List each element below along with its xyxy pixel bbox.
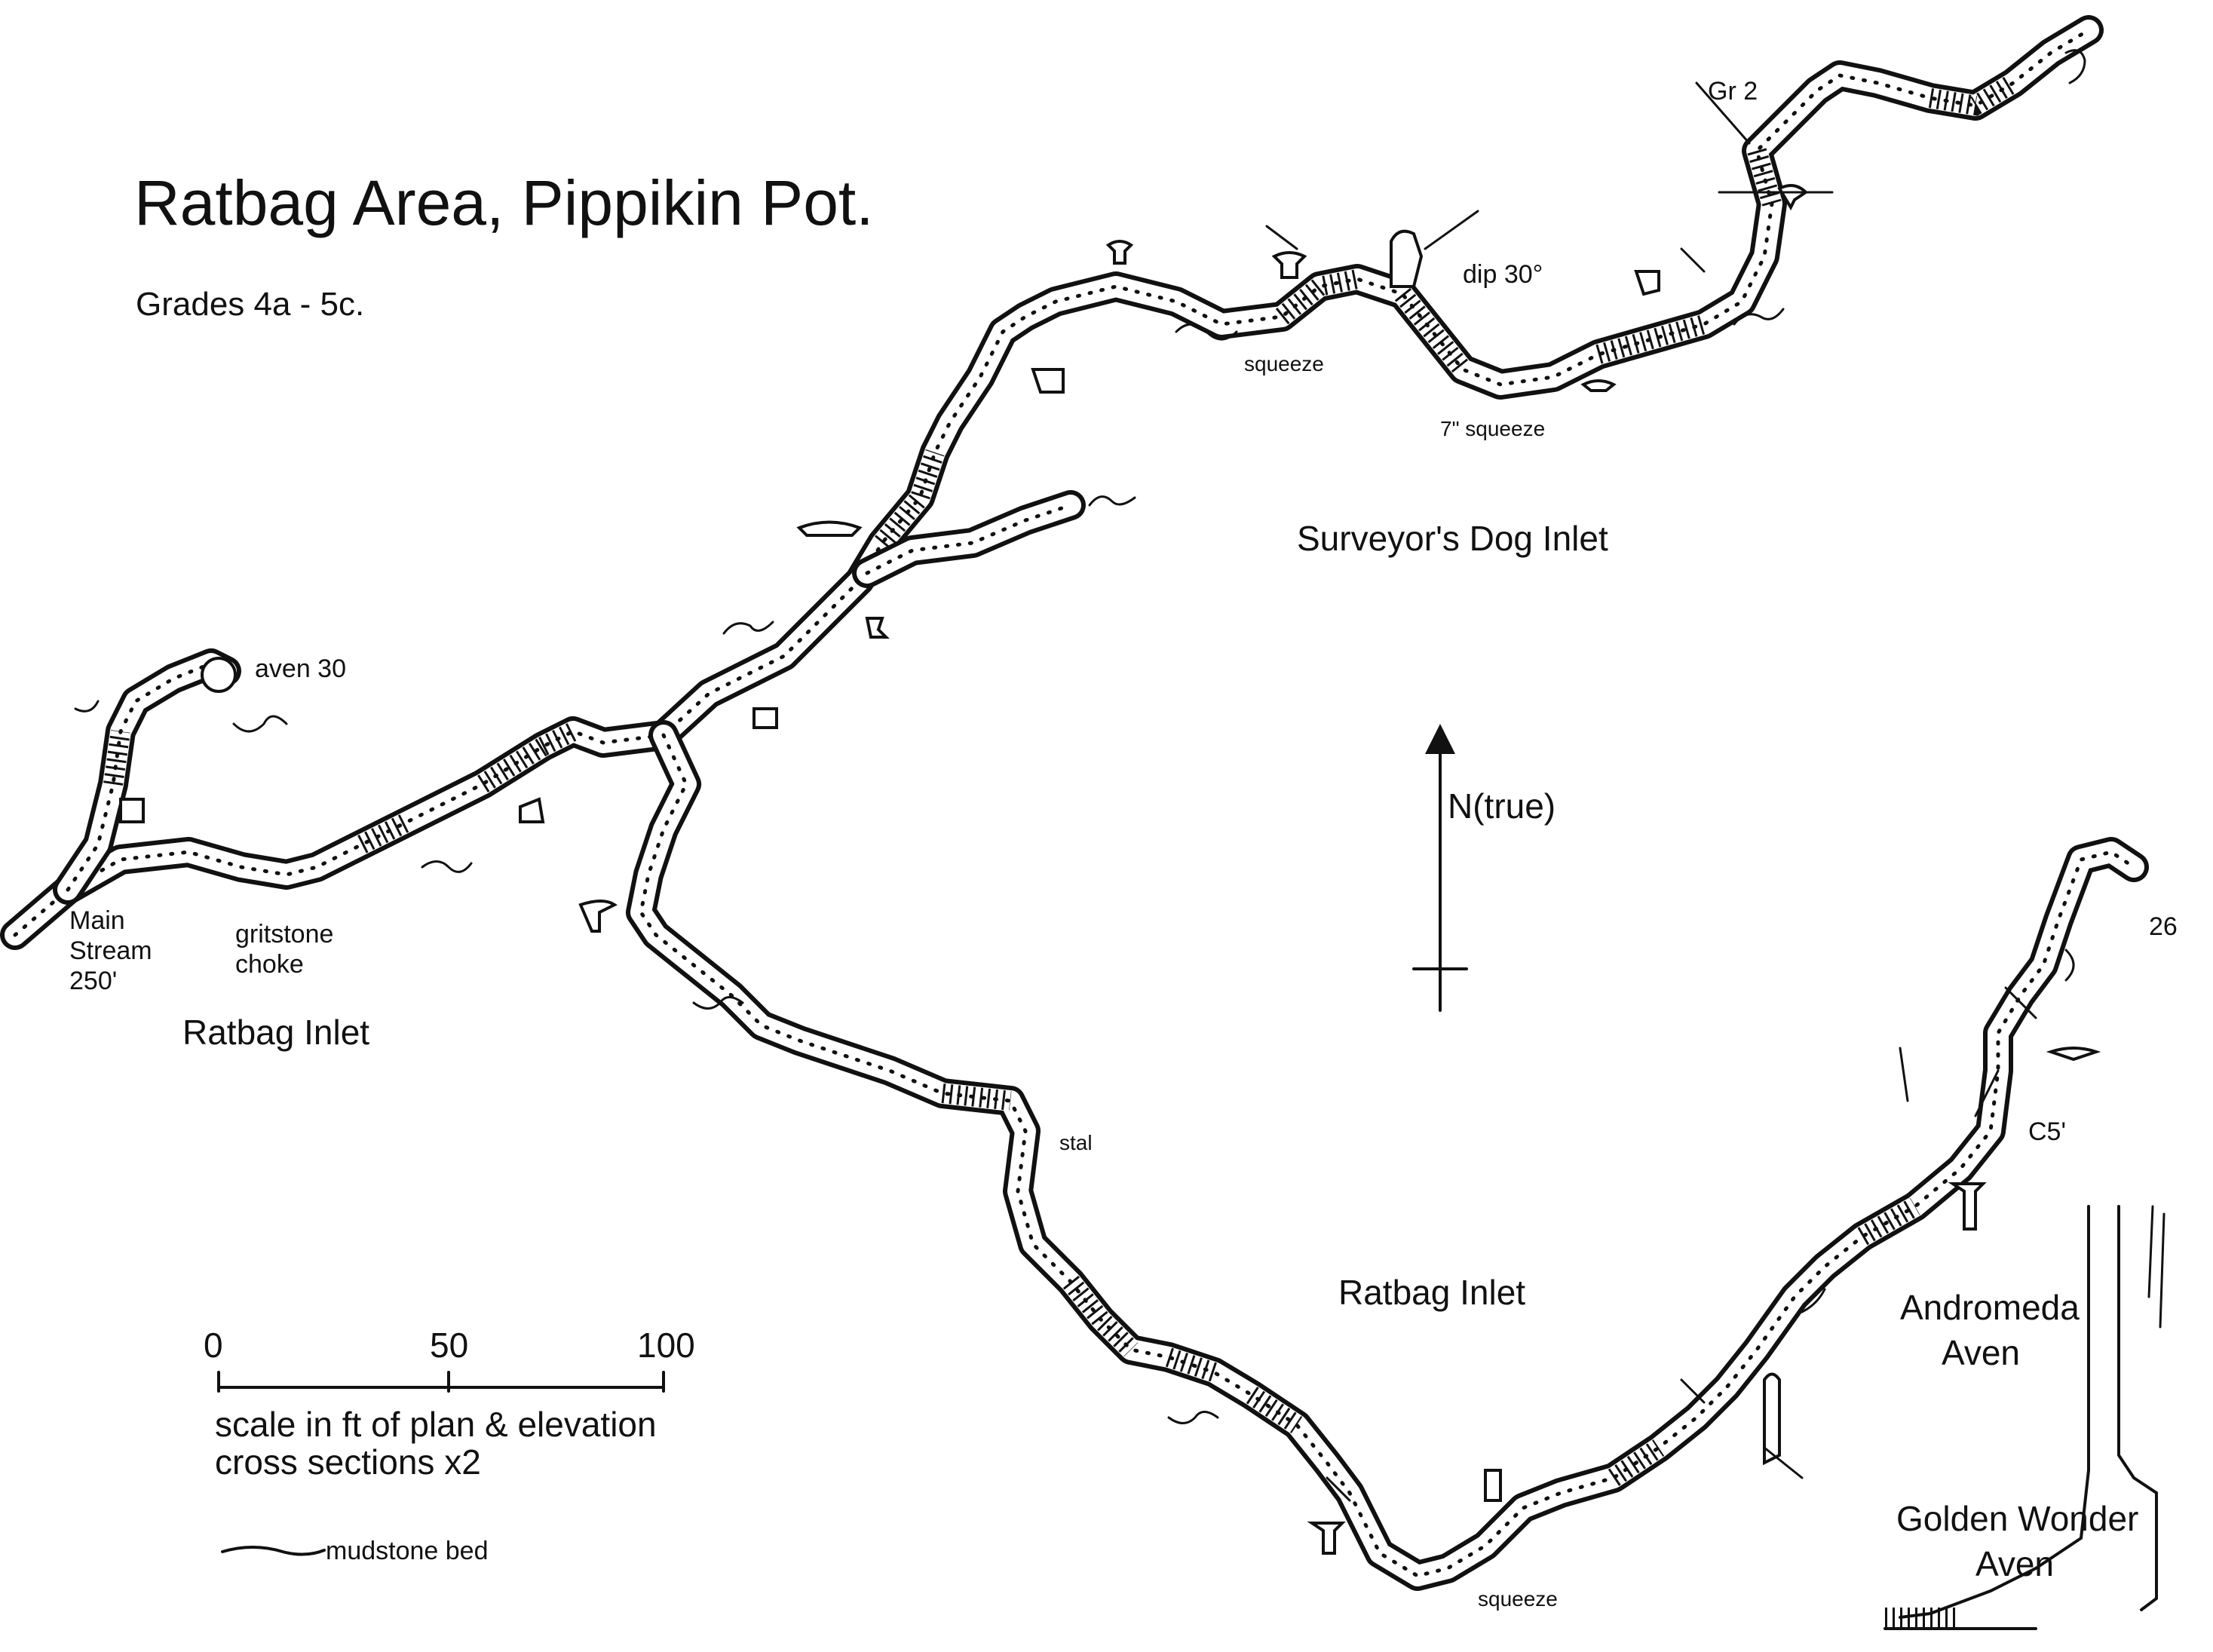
label-golden-wonder-1: Golden Wonder: [1896, 1499, 2139, 1538]
map-title: Ratbag Area, Pippikin Pot.: [134, 167, 874, 238]
label-stal: stal: [1059, 1131, 1093, 1154]
label-7-squeeze: 7" squeeze: [1440, 417, 1546, 440]
label-gritstone-1: gritstone: [235, 920, 334, 949]
label-main-stream-1: Main: [69, 906, 125, 935]
north-arrow: [1414, 724, 1556, 1010]
label-main-stream-2: Stream: [69, 936, 152, 965]
grades-label: Grades 4a - 5c.: [136, 286, 365, 323]
label-gr2: Gr 2: [1708, 77, 1758, 106]
scale-tick-50: 50: [430, 1326, 469, 1365]
label-dip-30: dip 30°: [1463, 260, 1543, 289]
scale-bar: [204, 1326, 695, 1482]
label-26: 26: [2149, 912, 2178, 941]
label-ratbag-inlet-east: Ratbag Inlet: [1338, 1273, 1526, 1312]
passage-ratbag-loop: [641, 735, 2134, 1576]
label-gritstone-2: choke: [235, 950, 304, 979]
label-andromeda-2: Aven: [1942, 1333, 2021, 1372]
flow-arrows: [75, 51, 2085, 1424]
label-golden-wonder-2: Aven: [1975, 1544, 2055, 1583]
mudstone-symbol: [222, 1547, 324, 1555]
label-squeeze-top: squeeze: [1244, 352, 1324, 375]
mudstone-label: mudstone bed: [326, 1537, 489, 1565]
label-main-stream-3: 250': [69, 967, 118, 995]
label-andromeda-1: Andromeda: [1900, 1288, 2080, 1327]
passage-network-upper: [15, 30, 2089, 935]
label-surveyors-dog-inlet: Surveyor's Dog Inlet: [1297, 519, 1608, 558]
scale-caption-line2: cross sections x2: [215, 1442, 481, 1482]
north-label: N(true): [1448, 786, 1556, 826]
label-squeeze-bottom: squeeze: [1478, 1587, 1558, 1611]
label-aven-30: aven 30: [255, 654, 346, 683]
legend: [222, 1537, 489, 1565]
scale-tick-100: 100: [637, 1326, 695, 1365]
scale-tick-0: 0: [204, 1326, 223, 1365]
north-arrow-icon: [1425, 724, 1455, 754]
label-c5: C5': [2028, 1117, 2066, 1146]
scale-caption-line1: scale in ft of plan & elevation: [215, 1405, 657, 1444]
label-ratbag-inlet-west: Ratbag Inlet: [182, 1013, 370, 1052]
